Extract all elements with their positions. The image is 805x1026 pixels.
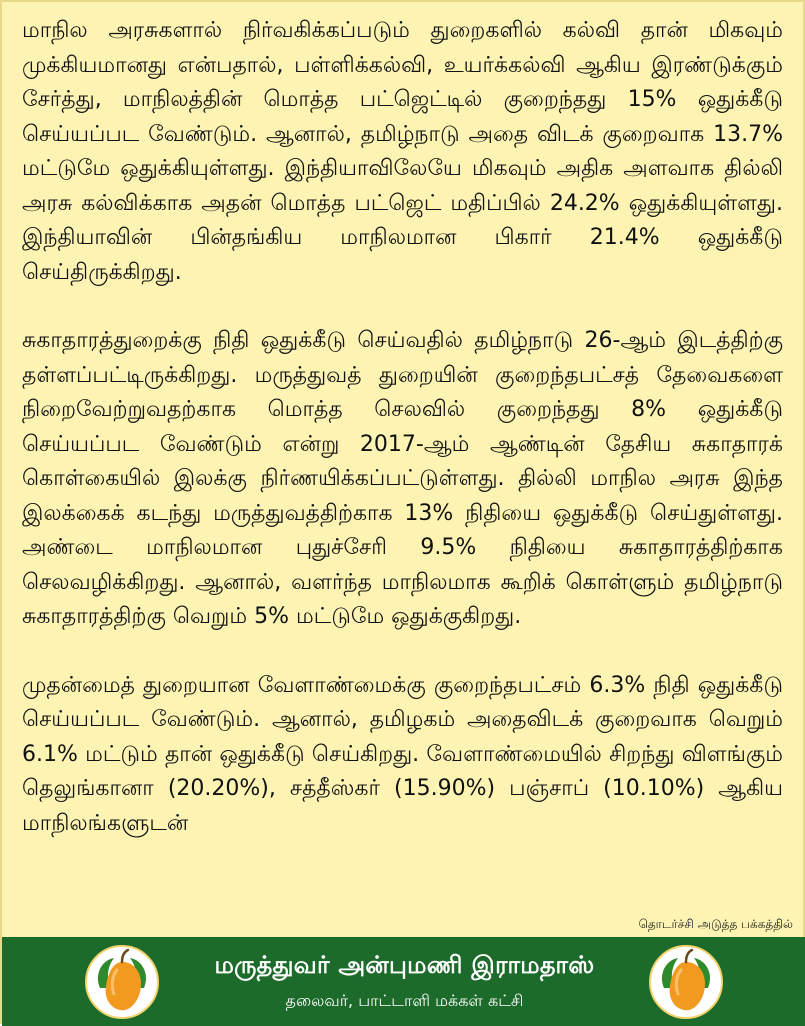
signature-footer xyxy=(2,937,805,1026)
paragraph-health: சுகாதாரத்துறைக்கு நிதி ஒதுக்கீடு செய்வதில் தமிழ்நாடு 26-ஆம் இடத்திற்கு தள்ளப்பட்டிருக்கிறது. மருத்துவத் துறையின் குறைந்தபட்சத் தேவைகளை நிறைவேற்றுவதற்காக மொத்த செலவில் குறைந்தது 8% ஒதுக்கீடு செய்யப்பட வேண்டும் என்று 2017-ஆம் ஆண்டின் தேசிய சுகாதாரக் கொள்கையில் இலக்கு நிர்ணயிக்கப்பட்டுள்ளது. தில்லி மாநில அரசு இந்த இலக்கைக் கடந்து மருத்துவத்திற்காக 13% நிதியை ஒதுக்கீடு செய்துள்ளது. அண்டை மாநிலமான புதுச்சேரி 9.5% நிதியை சுகாதாரத்திற்காக செலவழிக்கிறது. ஆனால், வளர்ந்த மாநிலமாக கூறிக் கொள்ளும் தமிழ்நாடு சுகாதாரத்திற்கு வெறும் 5% மட்டுமே ஒதுக்குகிறது. xyxy=(22,328,783,629)
statement-body xyxy=(22,14,783,841)
paragraph-spacer xyxy=(22,635,783,669)
author-name: மருத்துவர் அன்புமணி இராமதாஸ் xyxy=(214,951,595,979)
paragraph-agriculture: முதன்மைத் துறையான வேளாண்மைக்கு குறைந்தபட்சம் 6.3% நிதி ஒதுக்கீடு செய்யப்பட வேண்டும். ஆனால், தமிழகம் அதைவிடக் குறைவாக வெறும் 6.1% மட்டும் தான் ஒதுக்கீடு செய்கிறது. வேளாண்மையில் சிறந்து விளங்கும் தெலுங்கானா (20.20%), சத்தீஸ்கர் (15.90%) பஞ்சாப் (10.10%) ஆகிய மாநிலங்களுடன் xyxy=(22,672,783,836)
mango-icon xyxy=(648,944,724,1020)
paragraph-spacer xyxy=(22,290,783,324)
author-designation: தலைவர், பாட்டாளி மக்கள் கட்சி xyxy=(285,991,524,1010)
paragraph-education: மாநில அரசுகளால் நிர்வகிக்கப்படும் துறைகளில் கல்வி தான் மிகவும் முக்கியமானது என்பதால், பள்ளிக்கல்வி, உயர்க்கல்வி ஆகிய இரண்டுக்கும் சேர்த்து, மாநிலத்தின் மொத்த பட்ஜெட்டில் குறைந்தது 15% ஒதுக்கீடு செய்யப்பட வேண்டும். ஆனால், தமிழ்நாடு அதை விடக் குறைவாக 13.7% மட்டுமே ஒதுக்கியுள்ளது. இந்தியாவிலேயே மிகவும் அதிக அளவாக தில்லி அரசு கல்விக்காக அதன் மொத்த பட்ஜெட் மதிப்பில் 24.2% ஒதுக்கியுள்ளது. இந்தியாவின் பின்தங்கிய மாநிலமான பிகார் 21.4% ஒதுக்கீடு செய்திருக்கிறது. xyxy=(22,18,783,285)
continued-on-next-page-note: தொடர்ச்சி அடுத்த பக்கத்தில் xyxy=(638,917,793,931)
